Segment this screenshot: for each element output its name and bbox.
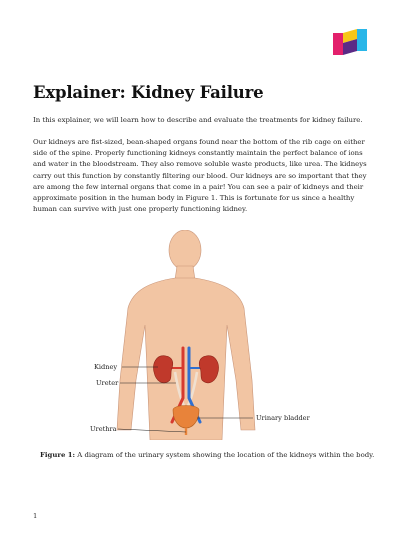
label-urethra: Urethra xyxy=(90,425,117,433)
page-title: Explainer: Kidney Failure xyxy=(33,83,264,102)
figure-caption-text: A diagram of the urinary system showing the location of the kidneys within the body. xyxy=(75,451,375,459)
label-kidney: Kidney xyxy=(94,363,118,371)
logo-icon xyxy=(333,27,367,57)
urinary-system-diagram xyxy=(0,230,400,440)
body-paragraph: Our kidneys are fist-sized, bean-shaped organs found near the bottom of the rib cage on either side of the spine. Properly functioning kidneys constantly maintain the perfect balance of ions and water in the bloodstream. They also remove soluble waste products, like urea. The kidneys carry out this function by constantly filtering our blood. Our kidneys are so important that they are among the few internal organs that come in a pair! You can see a pair of kidneys and their approximate position in the human body in Figure 1. This is fortunate for us since a healthy human can survive with just one properly functioning kidney. xyxy=(33,138,367,214)
intro-paragraph: In this explainer, we will learn how to describe and evaluate the treatments for kidney failure. xyxy=(33,116,363,124)
right-kidney xyxy=(199,356,218,383)
figure-caption xyxy=(40,451,374,459)
page-number: 1 xyxy=(33,512,38,520)
label-ureter: Ureter xyxy=(96,379,119,387)
label-urinary-bladder: Urinary bladder xyxy=(256,414,310,422)
figure-caption-label: Figure 1: xyxy=(40,451,76,459)
left-kidney xyxy=(154,356,173,383)
